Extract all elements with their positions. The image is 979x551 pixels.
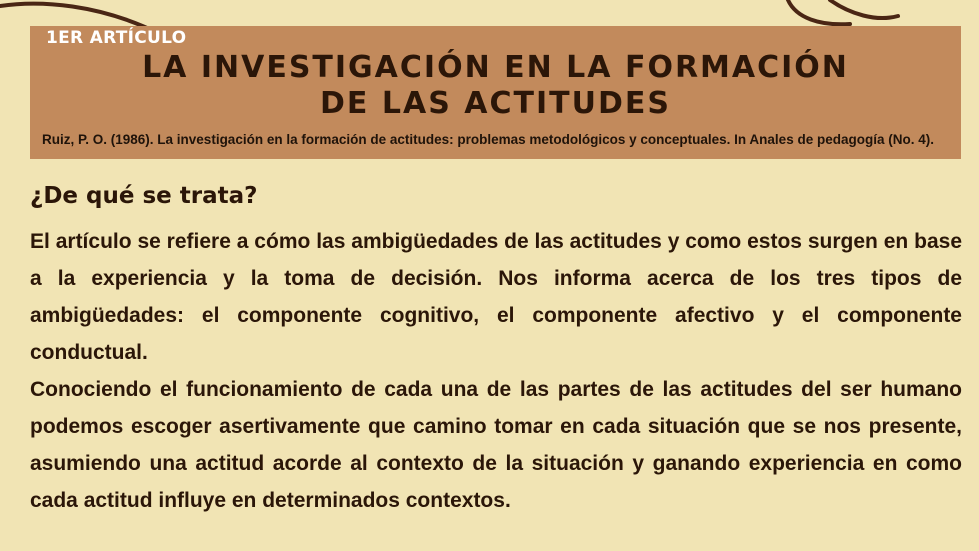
- article-title: [30, 50, 961, 122]
- article-title-line-1: LA INVESTIGACIÓN EN LA FORMACIÓN: [142, 50, 849, 85]
- article-title-line-2: DE LAS ACTITUDES: [320, 86, 671, 121]
- summary-paragraph-1: El artículo se refiere a cómo las ambigüedades de las actitudes y como estos surgen en base a la experiencia y la toma de decisión. Nos informa acerca de los tres tipos de ambigüedades: el componente cognitivo, el componente afectivo y el componente conductual.: [30, 230, 962, 364]
- section-heading: ¿De qué se trata?: [30, 183, 258, 209]
- article-banner: [30, 26, 961, 159]
- article-citation: Ruiz, P. O. (1986). La investigación en la formación de actitudes: problemas metodológicos y conceptuales. In Anales de pedagogía (No. 4).: [42, 132, 934, 147]
- article-summary: [30, 223, 962, 519]
- summary-paragraph-2: Conociendo el funcionamiento de cada una de las partes de las actitudes del ser humano podemos escoger asertivamente que camino tomar en cada situación que se nos presente, asumiendo una actitud acorde al contexto de la situación y ganando experiencia en como cada actitud influye en determinados contextos.: [30, 378, 962, 512]
- article-tag: 1ER ARTÍCULO: [46, 28, 187, 48]
